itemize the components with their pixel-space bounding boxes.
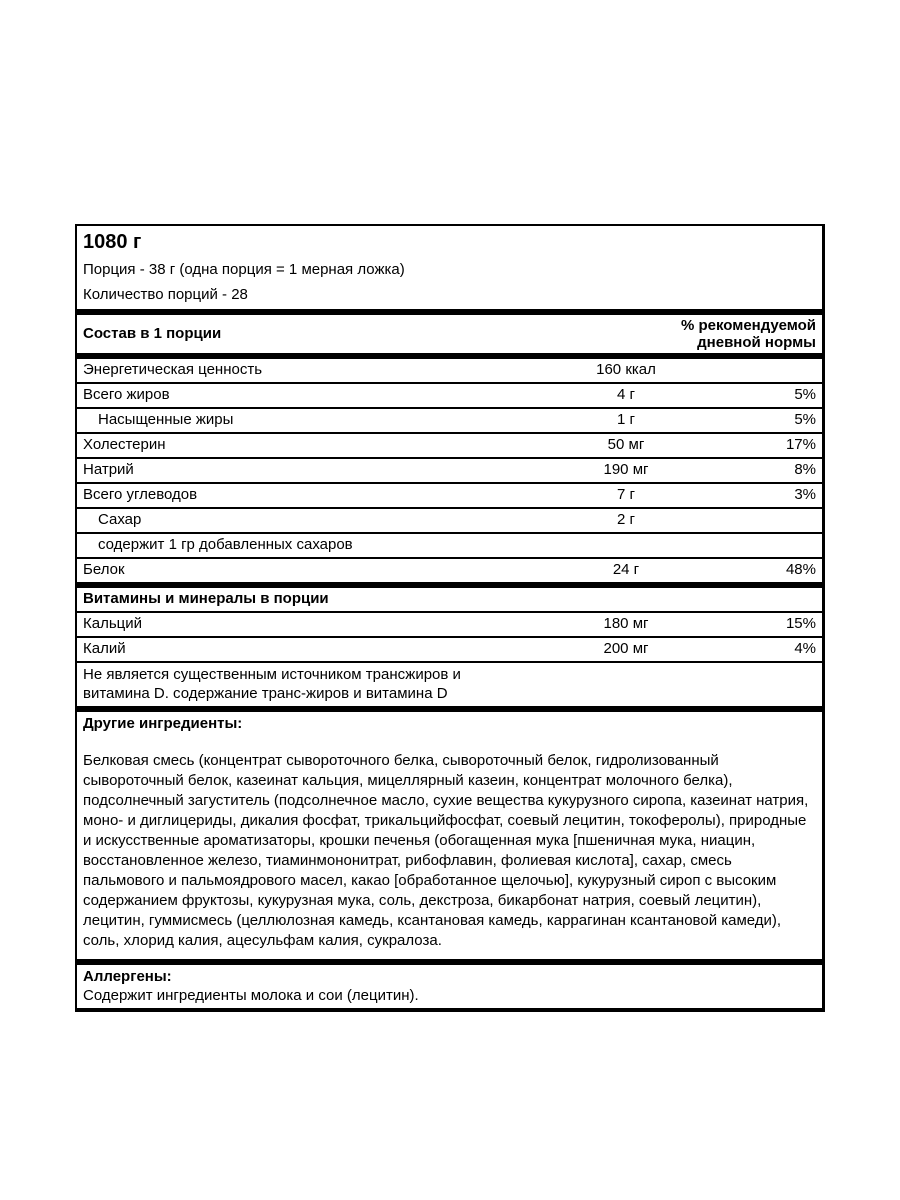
nutrient-daily-value: 3% xyxy=(794,486,816,503)
nutrient-name: Натрий xyxy=(83,461,134,478)
nutrient-name: Кальций xyxy=(83,615,142,632)
nutrient-row xyxy=(77,636,822,661)
other-ingredients-title: Другие ингредиенты: xyxy=(83,715,243,732)
other-ingredients-text: Белковая смесь (концентрат сывороточного белка, сывороточный белок, гидролизованный сывороточный белок, казеинат кальция, мицеллярный казеин, концентрат молочного белка), подсолнечный загуститель (подсолнечное масло, сухие вещества кукурузного сиропа, казеинат натрия, моно- и диглицериды, дикалия фосфат, трикальцийфосфат, соевый лецитин, токоферолы), природные и искусственные ароматизаторы, крошки печенья (обогащенная мука [пшеничная мука, ниацин, восстановленное железо, тиаминмононитрат, рибофлавин, фолиевая кислота], сахар, смесь пальмового и пальмоядрового масел, какао [обработанное щелочью], кукурузный сироп с высоким содержанием фруктозы, кукурузная мука, соль, декстроза, бикарбонат натрия, соевый лецитин), лецитин, гуммисмесь (целлюлозная камедь, ксантановая камедь, каррагинан ксантановой камеди), соль, хлорид калия, ацесульфам калия, сукралоза. xyxy=(83,752,809,949)
nutrient-row xyxy=(77,532,822,557)
nutrient-amount xyxy=(551,536,701,554)
nutrient-amount: 7 г xyxy=(617,486,635,503)
serving-size-line: Порция - 38 г (одна порция = 1 мерная ложка) xyxy=(83,261,405,278)
vitamins-section-title: Витамины и минералы в порции xyxy=(83,590,329,607)
nutrient-amount: 190 мг xyxy=(603,461,649,478)
nutrient-name: содержит 1 гр добавленных сахаров xyxy=(98,536,353,553)
nutrient-amount: 2 г xyxy=(617,511,635,528)
nutrient-row xyxy=(77,382,822,407)
nutrient-amount: 24 г xyxy=(612,561,640,578)
nutrient-amount: 50 мг xyxy=(607,436,645,453)
servings-count-line: Количество порций - 28 xyxy=(83,286,248,303)
nutrient-amount: 160 ккал xyxy=(596,361,656,378)
nutrient-name: Энергетическая ценность xyxy=(83,361,263,378)
nutrient-name: Белок xyxy=(83,561,125,578)
nutrient-daily-value: 4% xyxy=(794,640,816,657)
trans-fat-footnote: Не является существенным источником трансжиров и витамина D. содержание транс-жиров и витамина D xyxy=(77,661,822,706)
nutrient-name: Насыщенные жиры xyxy=(98,411,234,428)
nutrient-daily-value xyxy=(701,361,816,379)
nutrient-daily-value xyxy=(701,536,816,554)
other-ingredients-section xyxy=(77,712,822,959)
nutrient-row xyxy=(77,457,822,482)
allergens-title: Аллергены: xyxy=(83,968,172,985)
nutrient-name: Сахар xyxy=(98,511,142,528)
net-weight: 1080 г xyxy=(83,231,142,253)
nutrition-facts-label xyxy=(75,224,825,1012)
nutrition-rows-table xyxy=(77,359,822,582)
nutrient-name: Всего жиров xyxy=(83,386,170,403)
nutrient-row xyxy=(77,507,822,532)
nutrient-daily-value: 5% xyxy=(794,411,816,428)
composition-title: Состав в 1 порции xyxy=(83,325,222,342)
nutrient-daily-value: 17% xyxy=(785,436,816,453)
nutrient-row xyxy=(77,557,822,582)
nutrient-amount: 4 г xyxy=(617,386,635,403)
nutrient-daily-value: 15% xyxy=(785,615,816,632)
nutrient-name: Холестерин xyxy=(83,436,166,453)
nutrient-row xyxy=(77,359,822,382)
nutrient-name: Всего углеводов xyxy=(83,486,198,503)
nutrient-daily-value: 5% xyxy=(794,386,816,403)
composition-header-row xyxy=(77,315,822,353)
nutrient-amount: 180 мг xyxy=(603,615,649,632)
vitamins-rows-table xyxy=(77,611,822,661)
nutrient-row xyxy=(77,407,822,432)
allergens-section xyxy=(77,965,822,1008)
nutrient-name: Калий xyxy=(83,640,126,657)
nutrient-daily-value xyxy=(701,511,816,529)
nutrient-row xyxy=(77,432,822,457)
nutrient-row xyxy=(77,611,822,636)
nutrient-daily-value: 48% xyxy=(785,561,816,578)
allergens-text: Содержит ингредиенты молока и сои (лецитин). xyxy=(83,987,419,1004)
nutrient-daily-value: 8% xyxy=(794,461,816,478)
label-header-block xyxy=(77,226,822,309)
nutrient-amount: 200 мг xyxy=(603,640,649,657)
nutrient-row xyxy=(77,482,822,507)
nutrient-amount: 1 г xyxy=(617,411,635,428)
daily-value-header: % рекомендуемой дневной нормы xyxy=(680,317,816,351)
